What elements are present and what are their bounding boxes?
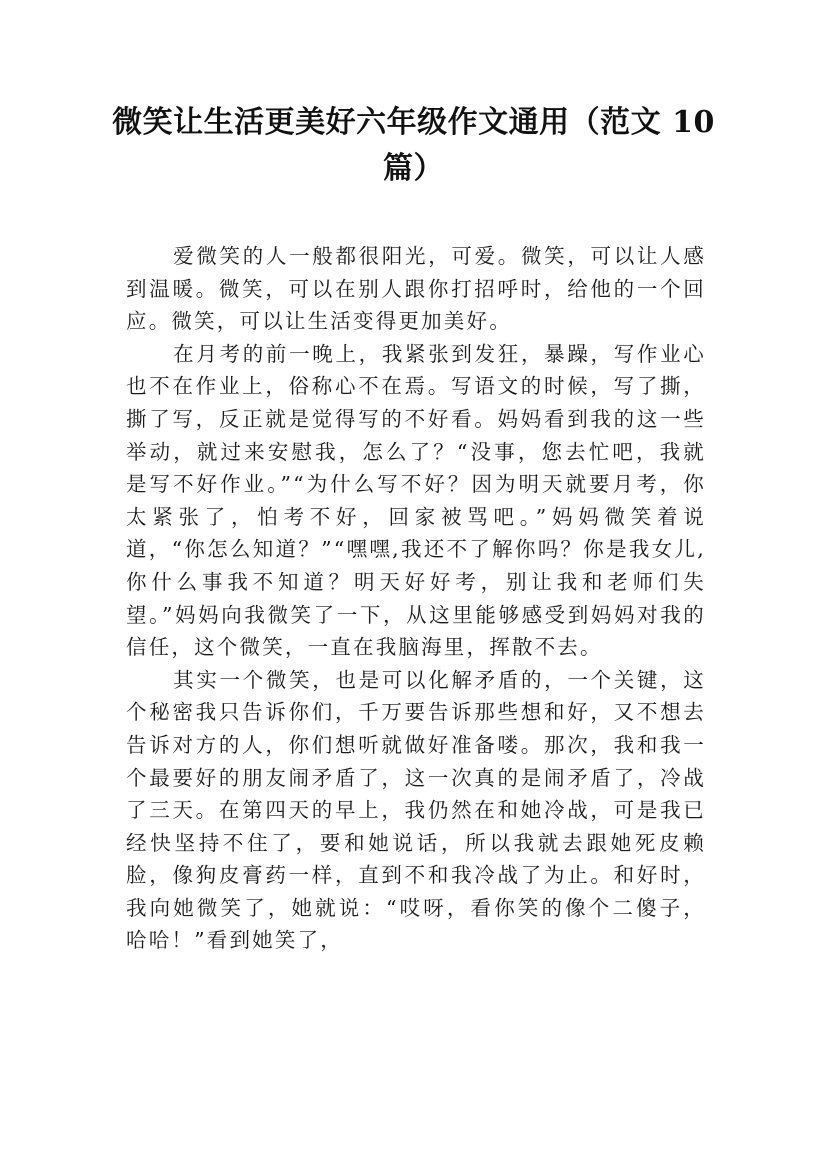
paragraph: 在月考的前一晚上，我紧张到发狂，暴躁，写作业心也不在作业上，俗称心不在焉。写语文的时候，写了撕，撕了写，反正就是觉得写的不好看。妈妈看到我的这一些举动，就过来安慰我，怎么了？“没事，您去忙吧，我就是写不好作业。”“为什么写不好？因为明天就要月考，你太紧张了，怕考不好，回家被骂吧。”妈妈微笑着说道，“你怎么知道？”“嘿嘿,我还不了解你吗？你是我女儿,你什么事我不知道？明天好好考，别让我和老师们失望。”妈妈向我微笑了一下，从这里能够感受到妈妈对我的信任，这个微笑，一直在我脑海里，挥散不去。 xyxy=(126,341,706,660)
paragraph: 其实一个微笑，也是可以化解矛盾的，一个关键，这个秘密我只告诉你们，千万要告诉那些想和好，又不想去告诉对方的人，你们想听就做好准备喽。那次，我和我一个最要好的朋友闹矛盾了，这一次真的是闹矛盾了，冷战了三天。在第四天的早上，我仍然在和她冷战，可是我已经快坚持不住了，要和她说话，所以我就去跟她死皮赖脸，像狗皮膏药一样，直到不和我冷战了为止。和好时，我向她微笑了，她就说：“哎呀，看你笑的像个二傻子，哈哈！”看到她笑了， xyxy=(126,667,706,953)
paragraph: 爱微笑的人一般都很阳光，可爱。微笑，可以让人感到温暖。微笑，可以在别人跟你打招呼时，给他的一个回应。微笑，可以让生活变得更加美好。 xyxy=(126,244,706,334)
document-title: 微笑让生活更美好六年级作文通用（范文 10 篇） xyxy=(112,105,715,186)
document-body xyxy=(126,240,706,957)
